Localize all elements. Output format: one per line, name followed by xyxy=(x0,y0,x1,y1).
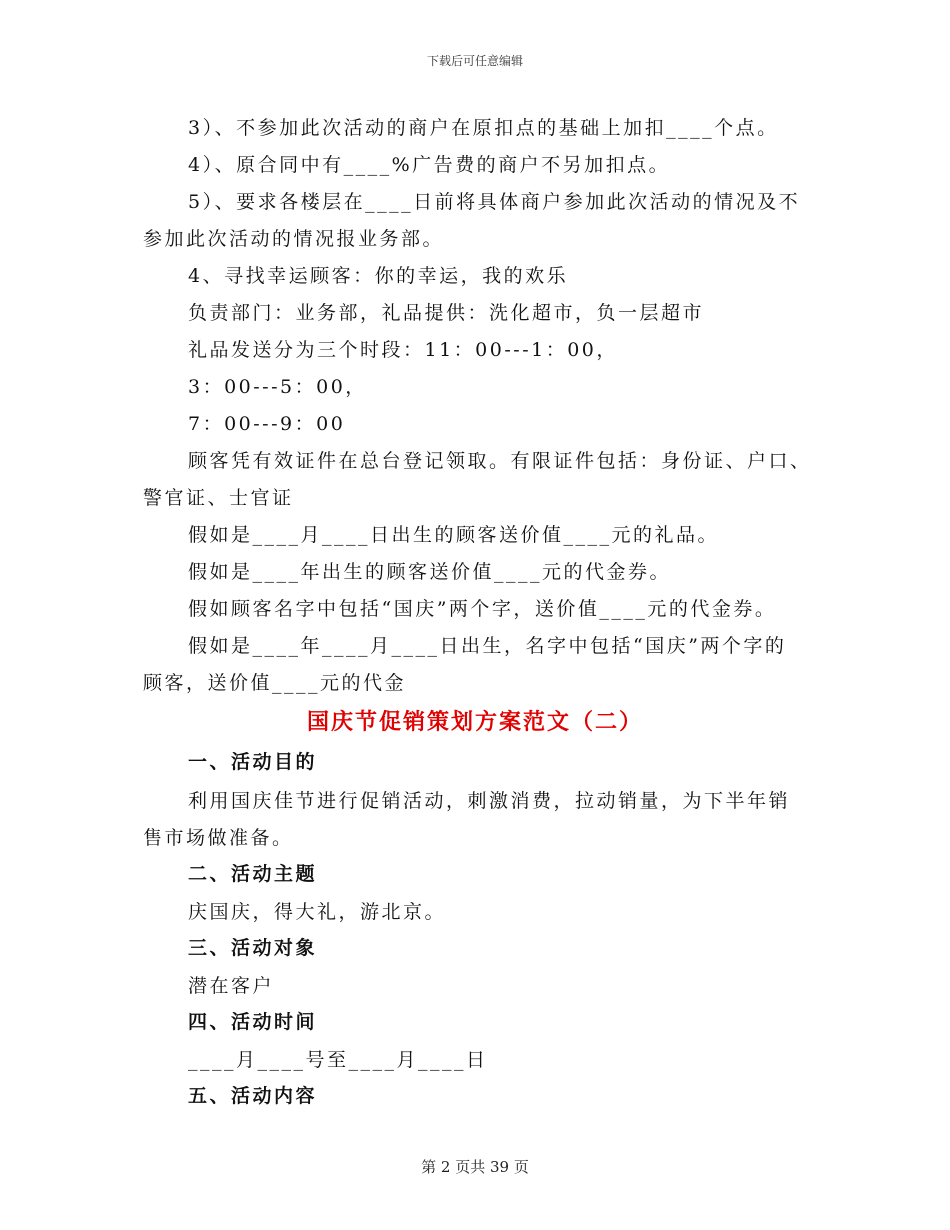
paragraph-line: 参加此次活动的情况报业务部。 xyxy=(143,228,445,250)
paragraph-line: 5）、要求各楼层在____日前将具体商户参加此次活动的情况及不 xyxy=(188,191,801,213)
paragraph-line: ____月____号至____月____日 xyxy=(188,1049,488,1071)
paragraph-line: 假如是____年出生的顾客送价值____元的代金券。 xyxy=(188,561,672,583)
paragraph-line: 顾客，送价值____元的代金 xyxy=(143,672,407,694)
paragraph-line: 4）、原合同中有____%广告费的商户不另加扣点。 xyxy=(188,154,671,176)
paragraph-line: 负责部门：业务部，礼品提供：洗化超市，负一层超市 xyxy=(188,302,705,324)
paragraph-line: 3：00---5：00， xyxy=(188,376,367,398)
section-heading: 四、活动时间 xyxy=(188,1011,318,1033)
section-title: 国庆节促销策划方案范文（二） xyxy=(306,709,643,735)
section-heading: 五、活动内容 xyxy=(188,1085,318,1107)
section-heading: 二、活动主题 xyxy=(188,863,318,885)
page-footer: 第 2 页共 39 页 xyxy=(421,1158,529,1176)
paragraph-line: 假如顾客名字中包括“国庆”两个字，送价值____元的代金券。 xyxy=(188,598,777,620)
paragraph-line: 潜在客户 xyxy=(188,975,275,997)
paragraph-line: 假如是____年____月____日出生，名字中包括“国庆”两个字的 xyxy=(188,635,787,657)
paragraph-line: 利用国庆佳节进行促销活动，刺激消费，拉动销量，为下半年销 xyxy=(188,790,791,812)
section-heading: 一、活动目的 xyxy=(188,751,318,773)
paragraph-line: 顾客凭有效证件在总台登记领取。有限证件包括：身份证、户口、 xyxy=(188,450,812,472)
paragraph-heading: 4、寻找幸运顾客：你的幸运，我的欢乐 xyxy=(188,265,569,287)
paragraph-line: 警官证、士官证 xyxy=(143,487,294,509)
paragraph-line: 假如是____月____日出生的顾客送价值____元的礼品。 xyxy=(188,524,720,546)
page-header: 下载后可任意编辑 xyxy=(426,54,523,68)
paragraph-line: 售市场做准备。 xyxy=(143,827,294,849)
paragraph-line: 3）、不参加此次活动的商户在原扣点的基础上加扣____个点。 xyxy=(188,117,779,139)
paragraph-line: 礼品发送分为三个时段：11：00---1：00， xyxy=(188,339,618,361)
paragraph-line: 7：00---9：00 xyxy=(188,413,346,435)
section-heading: 三、活动对象 xyxy=(188,937,318,959)
paragraph-line: 庆国庆，得大礼，游北京。 xyxy=(188,901,447,923)
